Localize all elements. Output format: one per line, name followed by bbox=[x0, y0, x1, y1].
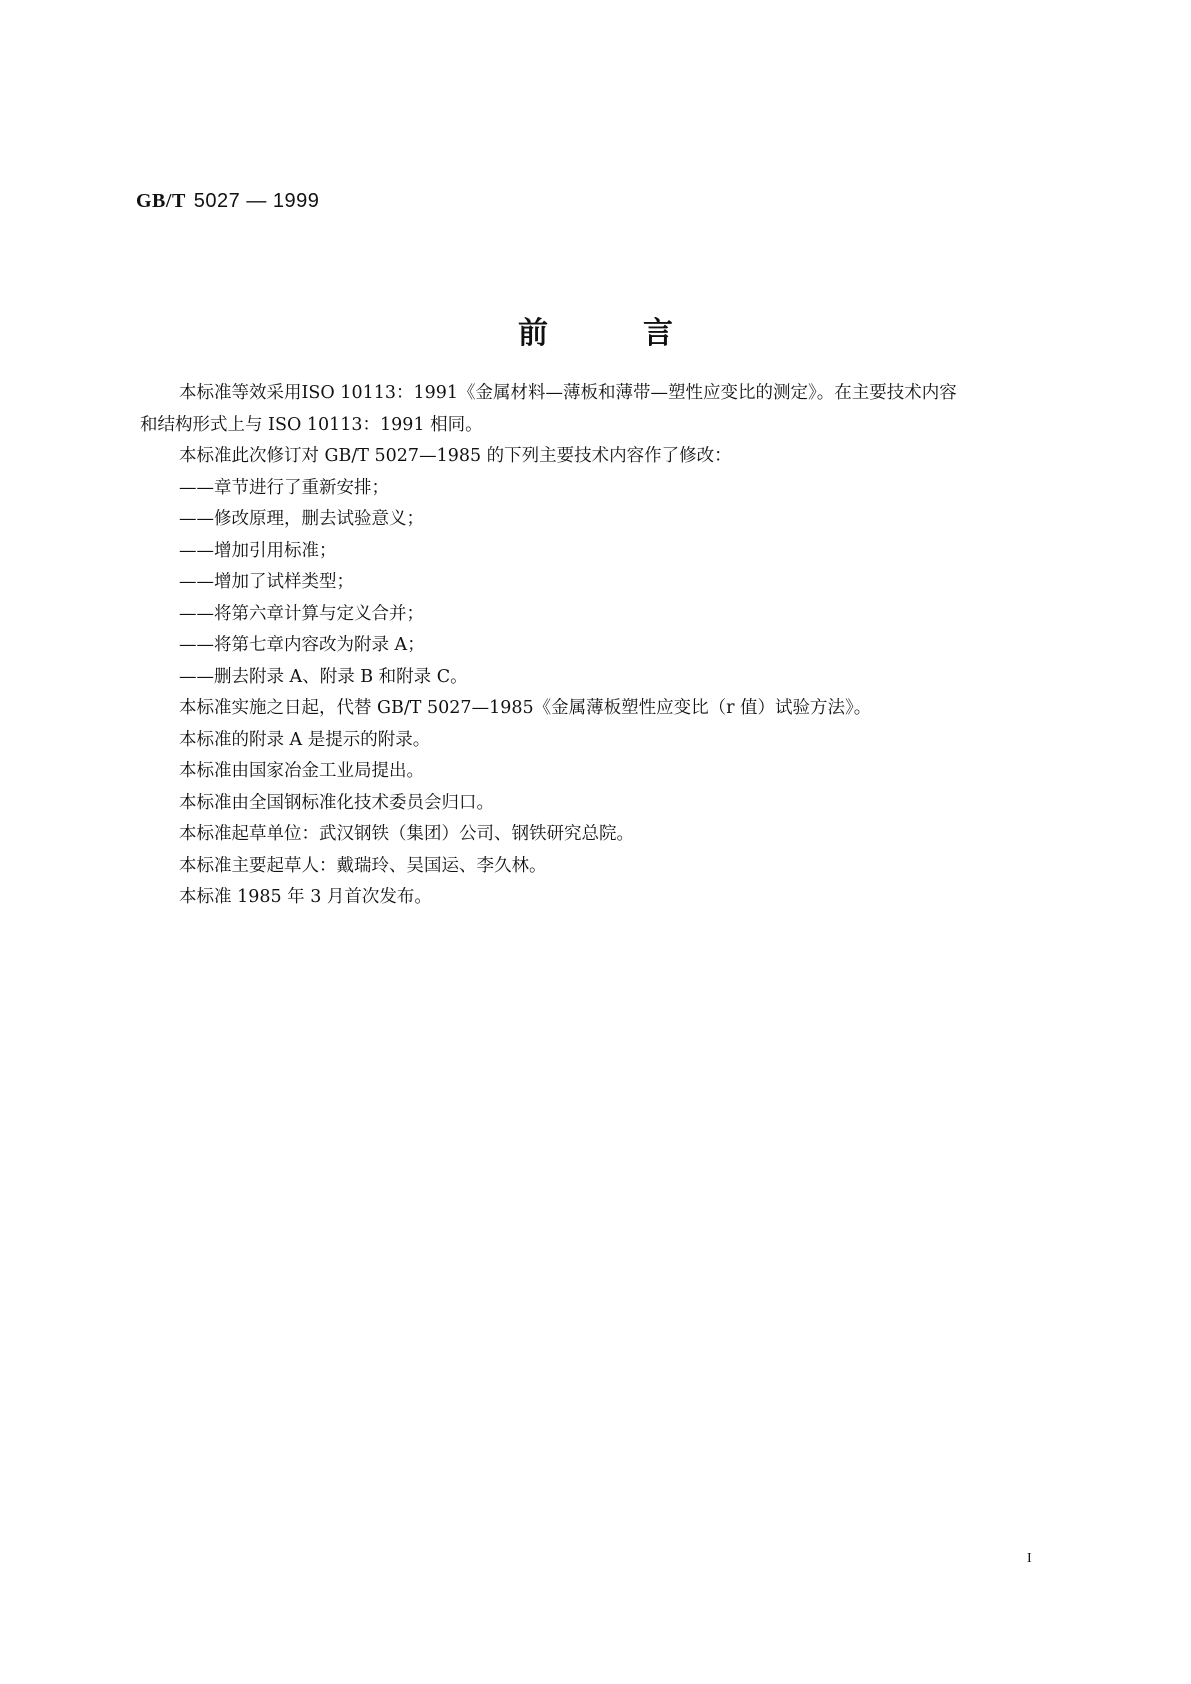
paragraph-line: 本标准由国家冶金工业局提出。 bbox=[179, 761, 424, 781]
paragraph-line: 本标准此次修订对 GB/T 5027—1985 的下列主要技术内容作了修改： bbox=[179, 446, 732, 466]
paragraph-line: 本标准由全国钢标准化技术委员会归口。 bbox=[179, 792, 494, 813]
standard-code-number: 5027 — 1999 bbox=[193, 190, 320, 212]
paragraph-line: 本标准的附录 A 是提示的附录。 bbox=[179, 729, 431, 750]
paragraph-line: 本标准等效采用ISO 10113：1991《金属材料—薄板和薄带—塑性应变比的测定》。在主要技术内容 bbox=[179, 383, 957, 403]
list-item: ——增加引用标准； bbox=[179, 540, 337, 561]
list-item: ——删去附录 A、附录 B 和附录 C。 bbox=[179, 666, 468, 687]
list-item: ——增加了试样类型； bbox=[179, 572, 354, 592]
paragraph-line: 本标准 1985 年 3 月首次发布。 bbox=[179, 887, 432, 907]
paragraph-line: 和结构形式上与 ISO 10113：1991 相同。 bbox=[140, 414, 483, 435]
paragraph-line: 本标准起草单位：武汉钢铁（集团）公司、钢铁研究总院。 bbox=[179, 824, 634, 844]
list-item: ——将第六章计算与定义合并； bbox=[179, 603, 424, 624]
section-title: 前言 bbox=[518, 316, 768, 351]
standard-code-prefix: GB/T bbox=[136, 190, 186, 212]
paragraph-line: 本标准实施之日起，代替 GB/T 5027—1985《金属薄板塑性应变比（r 值）试验方法》。 bbox=[179, 698, 872, 718]
list-item: ——将第七章内容改为附录 A； bbox=[179, 635, 425, 655]
paragraph-line: 本标准主要起草人：戴瑞玲、吴国运、李久林。 bbox=[179, 855, 547, 876]
list-item: ——修改原理，删去试验意义； bbox=[179, 509, 424, 529]
list-item: ——章节进行了重新安排； bbox=[179, 477, 389, 498]
foreword-body bbox=[140, 378, 1060, 914]
standard-code bbox=[136, 190, 319, 213]
page-number: I bbox=[1027, 1551, 1032, 1566]
